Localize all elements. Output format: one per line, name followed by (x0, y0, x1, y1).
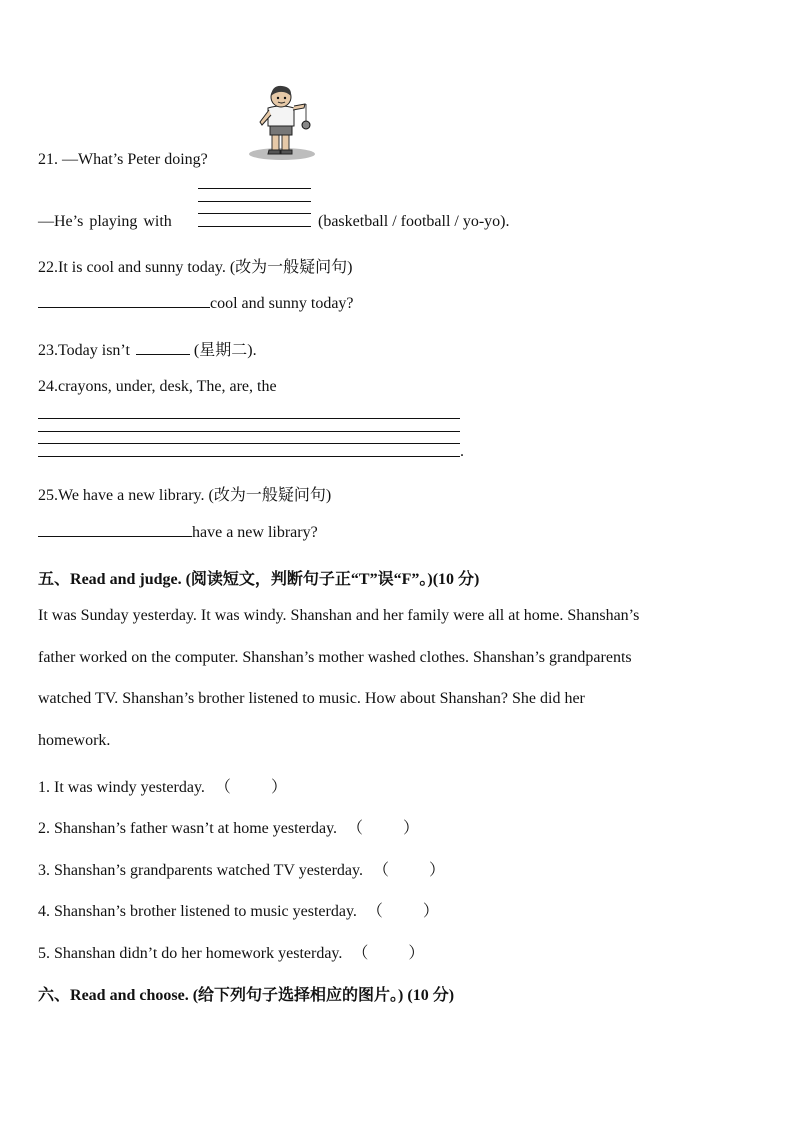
q21-question (38, 151, 208, 169)
statement-5 (38, 940, 424, 963)
section5-heading-en: Read and judge. (70, 571, 182, 588)
answer-paren-3[interactable]: （ ） (372, 862, 445, 879)
q24-number: 24. (38, 378, 58, 395)
q24-blank-line-2[interactable] (38, 431, 460, 432)
answer-paren-1[interactable]: （ ） (214, 779, 287, 796)
q21-blank-line-3[interactable] (198, 213, 311, 214)
q21-answer-prefix: —He’s playing with (38, 213, 172, 230)
passage-line-2: father worked on the computer. Shanshan’s mother washed clothes. Shanshan’s grandparents (38, 649, 632, 666)
passage-line-4: homework. (38, 732, 111, 749)
section6-heading-en: Read and choose. (70, 987, 189, 1004)
answer-paren-5[interactable]: （ ） (352, 945, 425, 962)
q21-blank-line-1[interactable] (198, 188, 311, 189)
statement-1-text: 1. It was windy yesterday. (38, 779, 205, 796)
q23-hint: (星期二). (193, 342, 257, 359)
q23-blank[interactable] (136, 353, 190, 355)
statement-1 (38, 774, 287, 797)
q21-blank-line-4[interactable] (198, 226, 311, 227)
q23-question (38, 337, 257, 360)
passage-line-1: It was Sunday yesterday. It was windy. Shanshan and her family were all at home. Shanshan’s (38, 607, 640, 624)
eye-left (277, 97, 279, 99)
q24-end-period: . (460, 443, 464, 460)
q24-blank-line-4[interactable] (38, 456, 460, 457)
q23-number: 23. (38, 342, 58, 359)
q24-words: crayons, under, desk, The, are, the (58, 378, 277, 395)
boy-yoyo-illustration (246, 84, 318, 162)
q25-question (38, 482, 331, 505)
statement-3 (38, 857, 445, 880)
statement-4-text: 4. Shanshan’s brother listened to music yesterday. (38, 903, 357, 920)
q23-text: Today isn’t (58, 342, 130, 359)
q24-question (38, 378, 277, 396)
eye-right (284, 97, 286, 99)
passage-line-3: watched TV. Shanshan’s brother listened to music. How about Shanshan? She did her (38, 690, 585, 707)
statement-2-text: 2. Shanshan’s father wasn’t at home yesterday. (38, 820, 338, 837)
q22-sentence: It is cool and sunny today. (改为一般疑问句) (58, 259, 353, 276)
q24-blank-line-1[interactable] (38, 418, 460, 419)
q22-number: 22. (38, 259, 58, 276)
q25-number: 25. (38, 487, 58, 504)
q22-answer-suffix: cool and sunny today? (210, 295, 354, 312)
statement-2 (38, 815, 419, 838)
q25-answer (38, 524, 318, 542)
yoyo-icon (302, 121, 310, 129)
q24-blank-line-3[interactable] (38, 443, 460, 444)
q21-question-text: What’s Peter doing? (78, 151, 208, 168)
q25-answer-suffix: have a new library? (192, 524, 318, 541)
shoes (268, 150, 292, 154)
q22-answer (38, 295, 354, 313)
statement-4 (38, 898, 439, 921)
q21-options: (basketball / football / yo-yo). (318, 213, 510, 230)
section5-heading (38, 566, 479, 589)
section5-heading-cn: 五、 (38, 571, 71, 588)
statement-5-text: 5. Shanshan didn’t do her homework yesterday. (38, 945, 343, 962)
answer-paren-4[interactable]: （ ） (366, 903, 439, 920)
q25-blank[interactable] (38, 535, 192, 537)
statement-3-text: 3. Shanshan’s grandparents watched TV yesterday. (38, 862, 363, 879)
arm-right (293, 104, 305, 110)
q25-sentence: We have a new library. (改为一般疑问句) (58, 487, 332, 504)
q21-blank-line-2[interactable] (198, 201, 311, 202)
shirt (268, 106, 294, 126)
section5-heading-note: (阅读短文，判断句子正“T”误“F”。)(10 分) (185, 571, 480, 588)
section6-heading-cn: 六、 (38, 987, 71, 1004)
section6-heading (38, 982, 454, 1005)
answer-paren-2[interactable]: （ ） (347, 820, 420, 837)
q22-blank[interactable] (38, 306, 210, 308)
q21-number: 21. — (38, 151, 78, 168)
q22-question (38, 254, 353, 277)
section6-heading-note: (给下列句子选择相应的图片。) (10 分) (192, 987, 455, 1004)
